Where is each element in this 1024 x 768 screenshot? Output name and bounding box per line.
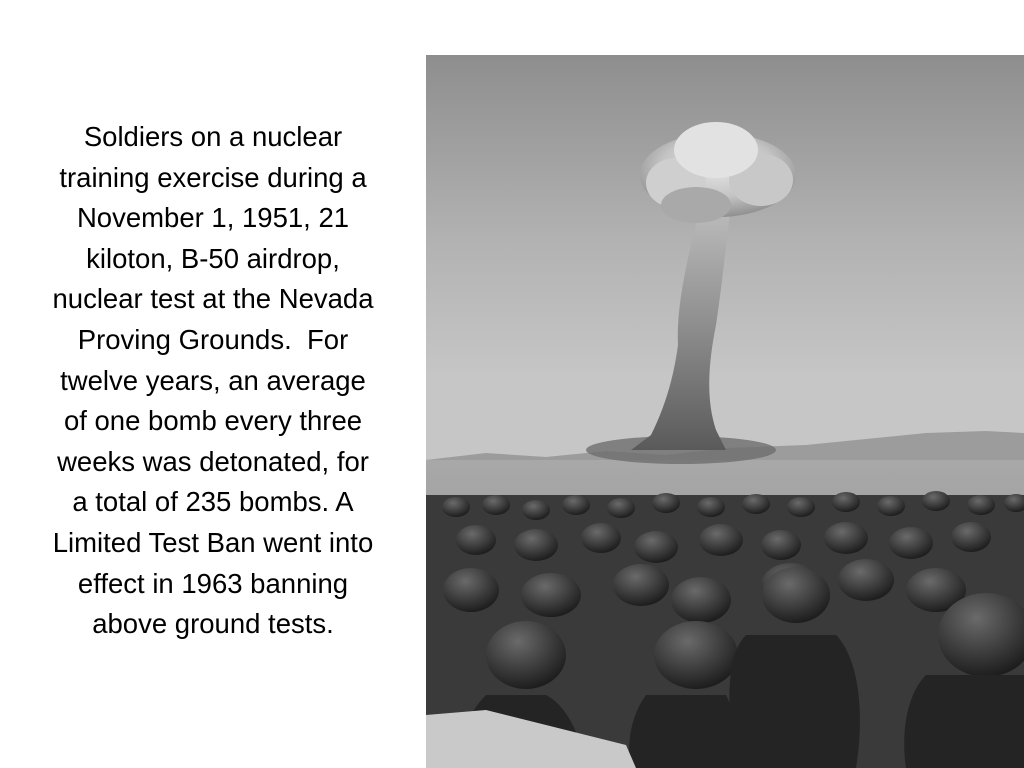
- caption-line: nuclear test at the Nevada: [52, 283, 374, 315]
- nuclear-test-photo: [426, 55, 1024, 768]
- caption-line: Soldiers on a nuclear: [83, 121, 343, 152]
- caption-line: above ground tests.: [92, 608, 334, 640]
- caption-line: Limited Test Ban went into: [52, 526, 374, 558]
- caption-line: training exercise during a: [59, 161, 367, 193]
- caption-line: effect in 1963 banning: [77, 567, 349, 599]
- caption-line: twelve years, an average: [60, 364, 366, 396]
- photo-illustration: [426, 55, 1024, 768]
- caption-line: kiloton, B-50 airdrop,: [86, 242, 340, 274]
- caption-line: weeks was detonated, for: [57, 445, 369, 477]
- caption-line: Proving Grounds. For: [77, 323, 349, 355]
- caption-line: of one bomb every three: [63, 405, 363, 437]
- caption-line: a total of 235 bombs. A: [72, 486, 354, 518]
- caption-line: November 1, 1951, 21: [76, 202, 350, 234]
- caption-text: [8, 117, 418, 645]
- sky: [426, 55, 1024, 468]
